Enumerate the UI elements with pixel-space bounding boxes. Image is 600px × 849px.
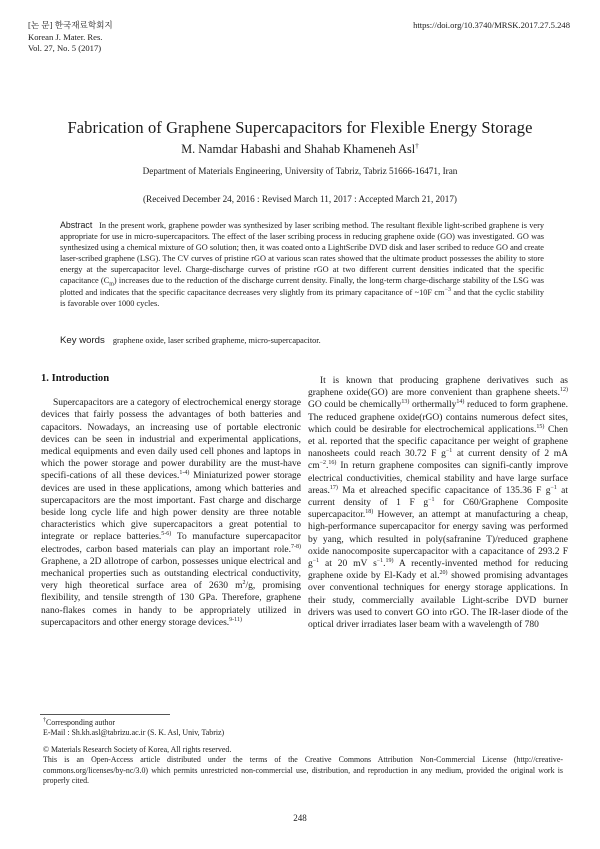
paragraph-text: GO could be chemically [308,400,402,411]
citation: 13) [401,399,410,406]
right-column [308,375,568,631]
citation: 19) [385,557,394,564]
superscript: 2 [242,580,246,587]
abstract-sub: m [109,282,114,289]
abstract-sup: −3 [444,286,451,293]
superscript: −1 [445,448,453,455]
journal-english-name: Korean J. Mater. Res. [28,31,103,42]
paragraph-text: at 20 mV s [319,559,377,570]
abstract-text: and that the cyclic stability is favorable over 1000 cycles. [60,287,545,308]
paragraph-text: . [383,559,386,570]
footnote-text: Corresponding author [46,718,116,727]
citation: 9-11) [229,616,242,623]
copyright-note: © Materials Research Society of Korea, All rights reserved. [43,744,232,754]
email-note: E-Mail : Sh.kh.asl@tabrizu.ac.ir (S. K. Asl, Univ, Tabriz) [43,728,225,738]
paragraph-text: reduced to form graphene. The reduced graphene oxide(rGO) contains numerous defect sites, which could be desirable for electrochemical applications. [308,400,569,435]
paragraph-text: at current density of 1 F g [308,485,569,509]
journal-korean-name: [논 문] 한국재료학회지 [28,20,113,30]
superscript: −1 [550,484,557,491]
paragraph-text: In return graphene composites can signifi-cantly improve electrical conductivities, chemical stability and have large surface areas. [308,461,568,496]
paragraph-text: Supercapacitors are a category of electrochemical energy storage devices that fairly possess the advantages of both batteries and capacitors. Nowadays, an increasing use of portable electronic devices can be seen in industrial and experimental applications, medical equipments and even daily used cell phones and laptops in which the power storage and power durability are the must-have specifi-cations of all these devices. [41,398,301,482]
paragraph-text: It is known that producing graphene derivatives such as graphene oxide(GO) are more convenient than graphene sheets. [308,376,568,399]
abstract-label: Abstract [60,220,93,230]
paragraph-text: orthermally [409,400,457,411]
keywords-block [60,335,544,346]
paragraph-text: Chen et al. reported that the specific capacitance per weight of graphene nanosheets could reach 30.72 F g [308,424,568,460]
citation: 20) [439,570,448,577]
footnotes [43,718,563,786]
intro-paragraph-2 [308,375,568,631]
license-note: This is an Open-Access article distributed under the terms of the Creative Commons Attribution Non-Commercial License (http://creative-commons.org/licenses/by-nc/3.0) which permits unrestricted non-commercial use, distribution, and reproduction in any medium, provided the original work is properly cited. [43,755,563,786]
citation: 14) [456,399,465,406]
keywords-text: graphene oxide, laser scribed grapheme, micro-supercapacitor. [112,336,321,345]
superscript: −1 [312,557,320,564]
superscript: −1 [376,557,384,564]
citation: 16) [328,460,337,467]
author-names: M. Namdar Habashi and Shahab Khameneh Asl [181,142,416,156]
abstract-text: In the present work, graphene powder was synthesized by laser scribing method. The resultant flexible light-scribed graphene is very appropriate for use in micro-supercapacitors. The effect of the laser scribing process in reducing graphene oxide (GO) was investigated. GO was synthesized using a chemical mixture of GO solution; then, it was coated onto a LightScribe DVD disk and laser scribed to reduce GO and create laser-scribed graphene (LSG). The CV curves of pristine rGO at various scan rates showed that the ultimate product possesses the ability to store energy at the supercapacitor level. Charge-discharge curves of pristine rGO at two different current densities indicated that the specific capacitance (C [60,221,544,286]
paragraph-text: Miniaturized power storage devices are used in these applications, among which batteries and supercapacitors are the most important. Fast charge and discharge beside long cycle life and high power density are three notable characteristics which give supercapacitors a great potential to integrate or replace batteries. [41,471,302,543]
paragraph-text: at current density of 2 mA cm [308,449,568,472]
doi-link[interactable]: https://doi.org/10.3740/MRSK.2017.27.5.248 [413,20,570,30]
citation: 1-4) [179,470,190,477]
citation: 15) [536,423,545,430]
paragraph-text: for C60/Graphene Composite supercapacitor. [308,498,568,521]
dagger-mark: † [43,717,46,724]
citation: 7-8) [291,543,301,550]
superscript: −2 [319,460,326,467]
section-heading: 1. Introduction [41,373,110,384]
footnote-divider [40,714,170,715]
citation: 17) [329,484,338,491]
citation: 5-6) [161,531,172,538]
corresponding-author-note [43,718,563,728]
page-number: 248 [293,813,307,823]
corresponding-mark: † [415,141,419,150]
paragraph-text: A recently-invented method for reducing graphene oxide by El-Kady et al. [308,559,568,582]
received-dates: (Received December 24, 2016 : Revised March 11, 2017 : Accepted March 21, 2017) [143,194,457,204]
paragraph-text: /g, promising flexibility, and tensile strength of 130 GPa. Therefore, graphene nano-flakes comes in handy to be appropriately utilized in supercapacitors and other energy storage devices. [41,581,302,628]
superscript: −1 [428,496,435,503]
paper-title: Fabrication of Graphene Supercapacitors for Flexible Energy Storage [67,118,533,137]
left-column [41,373,301,629]
intro-paragraph-1 [41,397,301,629]
volume-info: Vol. 27, No. 5 (2017) [28,43,102,53]
citation: 18) [365,509,374,516]
paragraph-text: showed promising advantages over conventional techniques for energy storage applications. In their study, commercially available Light-scribe DVD burner drivers was used to convert GO into rGO. The IR-laser diode of the optical driver irradiates laser beam with a wavelength of 780 [308,571,568,631]
author-line [0,142,600,157]
paragraph-text: . [326,461,329,472]
citation: 12) [560,387,568,394]
affiliation: Department of Materials Engineering, University of Tabriz, Tabriz 51666-16471, Iran [142,166,458,176]
paragraph-text: Graphene, a 2D allotrope of carbon, possesses unique electrical and mechanical properties such as outstanding electrical conductivity, very high theoretical surface area of 2630 m [41,556,301,592]
journal-header [28,20,113,55]
paragraph-text: Ma et alreached specific capacitance of 135.36 F g [337,485,551,496]
abstract-text: ) increases due to the reduction of the discharge current density. Finally, the long-term charge-discharge stability of the LSG was plotted and indicates that the specific capacitance decreases very slightly from its primary capacitance of ~10F cm [60,276,544,297]
keywords-label: Key words [60,335,105,346]
abstract-block [60,220,544,309]
paragraph-text: To manufacture supercapacitor electrodes, carbon based materials can play an important role. [41,532,302,555]
paragraph-text: However, an attempt at manufacturing a cheap, high-performance supercapacitor for energy saving was performed by yang, which resulted in poly(safranine T)/reduced graphene oxide nanocomposite supercapacitor with a capacitance of 293.2 F g [308,510,568,570]
